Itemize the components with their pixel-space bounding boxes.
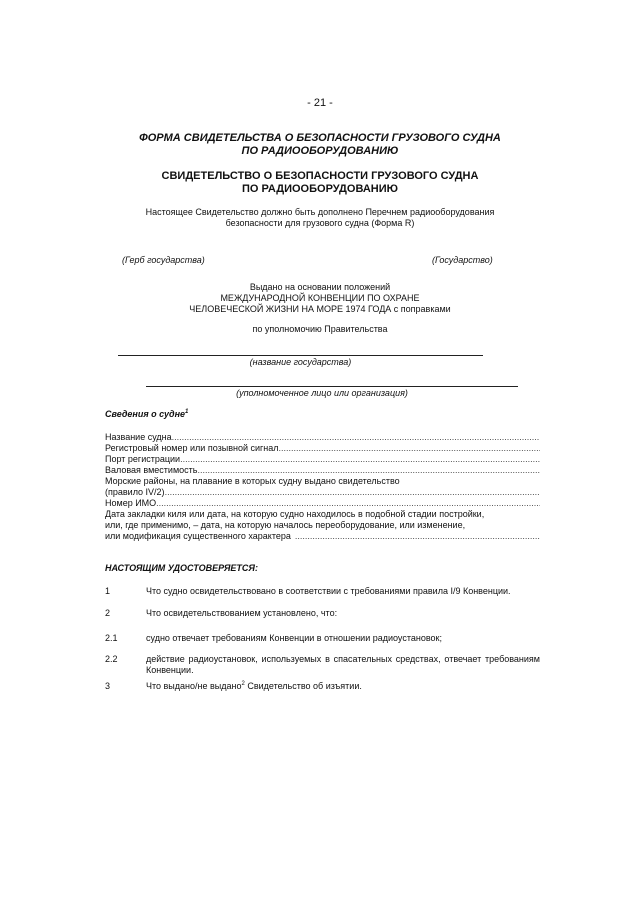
footnote-ref-2: 2 — [241, 681, 245, 687]
state-emblem-label: (Герб государства) — [122, 255, 205, 265]
certificate-title-line2: ПО РАДИООБОРУДОВАНИЮ — [242, 183, 398, 195]
dotted-fill — [172, 432, 540, 443]
issued-line3-rest: с поправками — [391, 304, 451, 314]
item-text: Что судно освидетельствовано в соответствии с требованиями правила I/9 Конвенции. — [146, 586, 511, 596]
form-title — [0, 132, 640, 158]
field-label: или модификация существенного характера — [105, 531, 291, 541]
field-ship-name — [105, 432, 540, 443]
field-label: Регистровый номер или позывной сигнал — [105, 443, 279, 453]
dotted-fill — [279, 443, 540, 454]
field-label: (правило IV/2) — [105, 487, 165, 497]
field-keel-date-line1: Дата закладки киля или дата, на которую судно находилось в подобной стадии постройки, — [105, 509, 485, 519]
organization-caption: (уполномоченное лицо или организация) — [236, 388, 408, 398]
field-keel-date-line2: или, где применимо, – дата, на которую началось переоборудование, или изменение, — [105, 520, 466, 530]
issued-line2: МЕЖДУНАРОДНОЙ КОНВЕНЦИИ ПО ОХРАНЕ — [220, 293, 420, 303]
field-label: Валовая вместимость — [105, 465, 198, 475]
field-label: Порт регистрации — [105, 454, 181, 464]
certify-heading: НАСТОЯЩИМ УДОСТОВЕРЯЕТСЯ: — [105, 563, 258, 573]
dotted-fill — [165, 487, 540, 498]
field-label: Название судна — [105, 432, 172, 442]
field-imo-number — [105, 498, 540, 509]
dotted-fill — [156, 498, 540, 509]
ship-particulars-heading-text: Сведения о судне — [105, 409, 186, 419]
item-text-after: Свидетельство об изъятии. — [244, 681, 362, 691]
field-gross-tonnage — [105, 465, 540, 476]
footnote-ref-1: 1 — [185, 409, 189, 415]
item-text-before: Что выдано/не выдано — [146, 681, 242, 691]
state-label: (Государство) — [432, 255, 493, 265]
issued-under-block — [0, 282, 640, 315]
form-title-line1: ФОРМА СВИДЕТЕЛЬСТВА О БЕЗОПАСНОСТИ ГРУЗОВОГО СУДНА — [139, 132, 501, 144]
field-port-of-registry — [105, 454, 540, 465]
field-sea-areas — [105, 487, 540, 498]
field-sea-areas-label: Морские районы, на плавание в которых судну выдано свидетельство — [105, 476, 400, 486]
item-number: 2.1 — [105, 633, 118, 643]
intro-line1: Настоящее Свидетельство должно быть дополнено Перечнем радиооборудования — [145, 207, 495, 217]
intro-line2: безопасности для грузового судна (Форма R) — [225, 218, 415, 228]
item-text: Что освидетельствованием установлено, что: — [146, 608, 338, 618]
dotted-fill — [295, 531, 540, 542]
field-label: Номер ИМО — [105, 498, 157, 508]
state-name-caption: (название государства) — [249, 357, 352, 367]
authority-line: по уполномочию Правительства — [252, 324, 388, 334]
intro-note — [0, 207, 640, 229]
issued-line1: Выдано на основании положений — [249, 282, 391, 292]
dotted-fill — [180, 454, 540, 465]
ship-particulars-heading — [105, 409, 188, 419]
item-number: 1 — [105, 586, 111, 596]
field-registration-number — [105, 443, 540, 454]
issued-line3-caps: ЧЕЛОВЕЧЕСКОЙ ЖИЗНИ НА МОРЕ 1974 ГОДА — [189, 304, 392, 314]
item-number: 3 — [105, 681, 111, 691]
issued-line3 — [0, 304, 640, 315]
field-keel-date — [105, 531, 540, 542]
form-title-line2: ПО РАДИООБОРУДОВАНИЮ — [241, 145, 399, 157]
page-number: - 21 - — [307, 97, 333, 109]
dotted-fill — [197, 465, 540, 476]
state-name-signature-line — [118, 355, 483, 356]
certificate-title — [0, 170, 640, 196]
item-text: действие радиоустановок, используемых в спасательных средствах, отвечает требованиям Конвенции. — [146, 654, 540, 675]
item-text: судно отвечает требованиям Конвенции в отношении радиоустановок; — [146, 633, 442, 643]
item-number: 2 — [105, 608, 111, 618]
item-text — [146, 681, 540, 692]
organization-signature-line — [146, 386, 518, 387]
certificate-title-line1: СВИДЕТЕЛЬСТВО О БЕЗОПАСНОСТИ ГРУЗОВОГО СУДНА — [161, 170, 479, 182]
item-number: 2.2 — [105, 654, 118, 664]
